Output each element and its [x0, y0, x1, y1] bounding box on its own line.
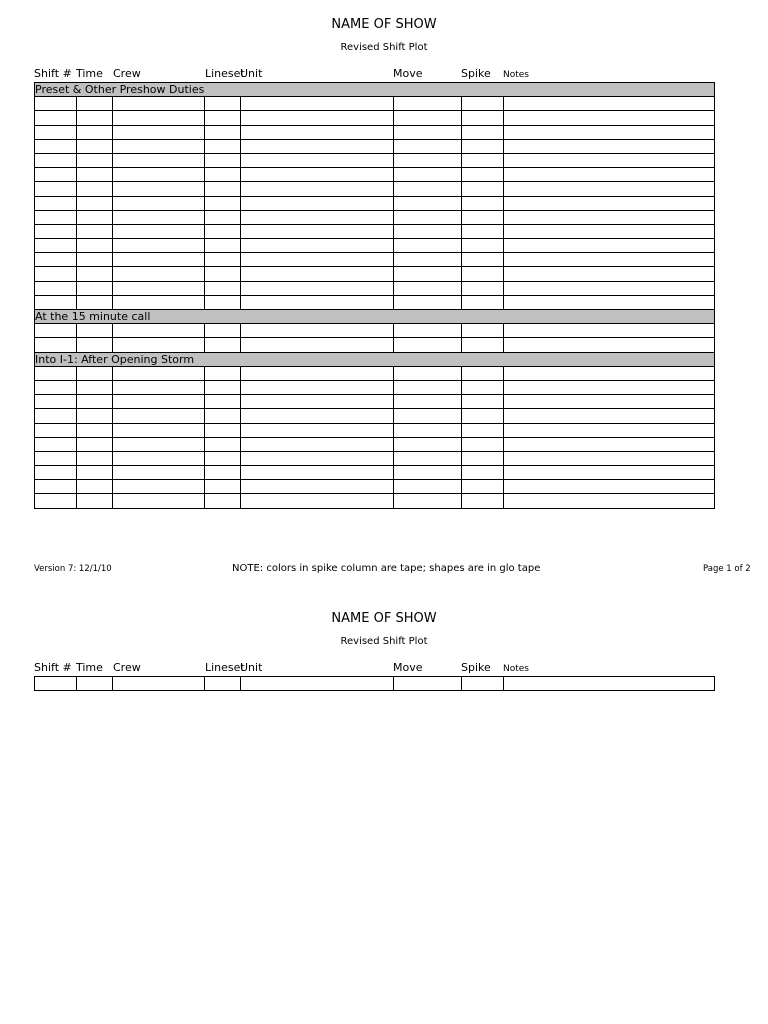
- table-cell[interactable]: [462, 253, 504, 267]
- table-cell[interactable]: [205, 409, 241, 423]
- table-cell[interactable]: [394, 480, 462, 494]
- table-cell[interactable]: [394, 281, 462, 295]
- header-shift: Shift #: [34, 67, 72, 80]
- table-cell[interactable]: [113, 196, 205, 210]
- table-cell[interactable]: [35, 210, 77, 224]
- table-cell[interactable]: [462, 281, 504, 295]
- table-cell[interactable]: [77, 125, 113, 139]
- table-cell[interactable]: [113, 366, 205, 380]
- table-cell[interactable]: [77, 111, 113, 125]
- table-cell[interactable]: [394, 196, 462, 210]
- section-header-row: [35, 310, 715, 324]
- table-cell[interactable]: [504, 210, 715, 224]
- table-cell[interactable]: [113, 409, 205, 423]
- table-cell[interactable]: [35, 295, 77, 309]
- table-cell[interactable]: [241, 182, 394, 196]
- table-cell[interactable]: [462, 239, 504, 253]
- section-header-row: [35, 352, 715, 366]
- table-cell[interactable]: [504, 324, 715, 338]
- header-move: Move: [393, 67, 423, 80]
- table-cell[interactable]: [504, 480, 715, 494]
- table-cell[interactable]: [394, 466, 462, 480]
- table-cell[interactable]: [394, 451, 462, 465]
- table-row: [35, 366, 715, 380]
- table-cell[interactable]: [77, 451, 113, 465]
- table-row: [35, 168, 715, 182]
- table-cell[interactable]: [504, 168, 715, 182]
- table-cell[interactable]: [462, 224, 504, 238]
- table-row: [35, 395, 715, 409]
- table-cell[interactable]: [77, 395, 113, 409]
- table-cell[interactable]: [113, 295, 205, 309]
- table-cell[interactable]: [462, 295, 504, 309]
- table-cell[interactable]: [504, 451, 715, 465]
- table-row: [35, 437, 715, 451]
- table-cell[interactable]: [77, 423, 113, 437]
- table-row: [35, 324, 715, 338]
- table-cell[interactable]: [113, 224, 205, 238]
- table-cell[interactable]: [77, 168, 113, 182]
- table-cell[interactable]: [205, 267, 241, 281]
- header-spike: Spike: [461, 661, 491, 674]
- table-cell[interactable]: [113, 423, 205, 437]
- table-cell[interactable]: [77, 437, 113, 451]
- table-cell[interactable]: [504, 153, 715, 167]
- table-cell[interactable]: [241, 139, 394, 153]
- table-cell[interactable]: [462, 196, 504, 210]
- table-row: [35, 281, 715, 295]
- table-cell[interactable]: [462, 494, 504, 508]
- table-cell[interactable]: [77, 267, 113, 281]
- table-cell[interactable]: [394, 182, 462, 196]
- table-cell[interactable]: [394, 97, 462, 111]
- table-cell[interactable]: [113, 380, 205, 394]
- table-cell[interactable]: [35, 224, 77, 238]
- table-cell[interactable]: [35, 139, 77, 153]
- table-row: [35, 380, 715, 394]
- table-cell[interactable]: [462, 466, 504, 480]
- table-cell[interactable]: [77, 281, 113, 295]
- table-cell[interactable]: [77, 295, 113, 309]
- table-cell[interactable]: [462, 395, 504, 409]
- table-row: [35, 239, 715, 253]
- section-label: At the 15 minute call: [35, 310, 715, 324]
- table-cell[interactable]: [241, 380, 394, 394]
- table-cell[interactable]: [113, 239, 205, 253]
- table-cell[interactable]: [462, 409, 504, 423]
- table-cell[interactable]: [394, 423, 462, 437]
- table-cell[interactable]: [462, 182, 504, 196]
- table-cell[interactable]: [35, 111, 77, 125]
- table-cell[interactable]: [504, 224, 715, 238]
- table-cell[interactable]: [205, 324, 241, 338]
- table-row: [35, 677, 715, 691]
- table-cell[interactable]: [462, 125, 504, 139]
- table-cell[interactable]: [35, 168, 77, 182]
- table-cell[interactable]: [205, 494, 241, 508]
- table-cell[interactable]: [241, 111, 394, 125]
- table-cell[interactable]: [77, 466, 113, 480]
- table-cell[interactable]: [113, 125, 205, 139]
- table-cell[interactable]: [205, 224, 241, 238]
- table-cell[interactable]: [462, 380, 504, 394]
- table-cell[interactable]: [35, 281, 77, 295]
- table-cell[interactable]: [462, 210, 504, 224]
- table-cell[interactable]: [113, 253, 205, 267]
- table-cell[interactable]: [205, 366, 241, 380]
- table-cell[interactable]: [241, 210, 394, 224]
- table-row: [35, 267, 715, 281]
- table-cell[interactable]: [113, 395, 205, 409]
- table-cell[interactable]: [113, 267, 205, 281]
- table-cell[interactable]: [35, 423, 77, 437]
- shift-plot-table: [34, 82, 715, 509]
- table-cell[interactable]: [77, 210, 113, 224]
- table-cell[interactable]: [241, 196, 394, 210]
- table-row: [35, 494, 715, 508]
- table-cell[interactable]: [113, 451, 205, 465]
- table-cell[interactable]: [205, 125, 241, 139]
- table-cell[interactable]: [35, 380, 77, 394]
- table-cell[interactable]: [394, 224, 462, 238]
- table-cell[interactable]: [205, 111, 241, 125]
- table-cell[interactable]: [77, 677, 113, 691]
- table-cell[interactable]: [394, 409, 462, 423]
- table-cell[interactable]: [35, 267, 77, 281]
- table-cell[interactable]: [113, 168, 205, 182]
- header-lineset: Lineset: [205, 661, 245, 674]
- table-cell[interactable]: [504, 295, 715, 309]
- table-cell[interactable]: [394, 239, 462, 253]
- table-row: [35, 253, 715, 267]
- table-cell[interactable]: [35, 153, 77, 167]
- table-cell[interactable]: [205, 239, 241, 253]
- table-row: [35, 97, 715, 111]
- table-row: [35, 182, 715, 196]
- table-row: [35, 125, 715, 139]
- table-cell[interactable]: [113, 437, 205, 451]
- table-cell[interactable]: [205, 295, 241, 309]
- table-row: [35, 139, 715, 153]
- table-cell[interactable]: [205, 168, 241, 182]
- table-cell[interactable]: [504, 111, 715, 125]
- table-cell[interactable]: [241, 239, 394, 253]
- page1-subtitle: Revised Shift Plot: [340, 42, 428, 53]
- table-cell[interactable]: [35, 395, 77, 409]
- footer-note: NOTE: colors in spike column are tape; shapes are in glo tape: [232, 563, 541, 574]
- table-row: [35, 466, 715, 480]
- table-cell[interactable]: [394, 267, 462, 281]
- table-cell[interactable]: [35, 196, 77, 210]
- table-cell[interactable]: [241, 451, 394, 465]
- table-cell[interactable]: [462, 168, 504, 182]
- table-cell[interactable]: [35, 239, 77, 253]
- table-row: [35, 409, 715, 423]
- table-cell[interactable]: [35, 409, 77, 423]
- table-cell[interactable]: [241, 253, 394, 267]
- table-cell[interactable]: [113, 153, 205, 167]
- table-cell[interactable]: [504, 196, 715, 210]
- footer-page-number: Page 1 of 2: [703, 564, 751, 574]
- table-cell[interactable]: [241, 97, 394, 111]
- section-label: Preset & Other Preshow Duties: [35, 83, 715, 97]
- table-cell[interactable]: [241, 437, 394, 451]
- table-row: [35, 451, 715, 465]
- table-cell[interactable]: [394, 324, 462, 338]
- header-time: Time: [76, 67, 103, 80]
- table-cell[interactable]: [205, 466, 241, 480]
- table-cell[interactable]: [462, 451, 504, 465]
- table-cell[interactable]: [113, 182, 205, 196]
- table-cell[interactable]: [113, 480, 205, 494]
- table-cell[interactable]: [394, 210, 462, 224]
- table-cell[interactable]: [77, 380, 113, 394]
- table-cell[interactable]: [241, 153, 394, 167]
- table-cell[interactable]: [113, 466, 205, 480]
- table-cell[interactable]: [113, 677, 205, 691]
- table-cell[interactable]: [241, 395, 394, 409]
- shift-plot-table-page2: [34, 676, 715, 691]
- table-row: [35, 295, 715, 309]
- table-cell[interactable]: [113, 210, 205, 224]
- table-cell[interactable]: [77, 153, 113, 167]
- table-cell[interactable]: [205, 196, 241, 210]
- table-cell[interactable]: [241, 480, 394, 494]
- table-cell[interactable]: [35, 125, 77, 139]
- table-cell[interactable]: [462, 139, 504, 153]
- table-cell[interactable]: [394, 338, 462, 352]
- table-row: [35, 480, 715, 494]
- table-cell[interactable]: [394, 168, 462, 182]
- table-cell[interactable]: [35, 324, 77, 338]
- table-cell[interactable]: [77, 224, 113, 238]
- table-cell[interactable]: [205, 480, 241, 494]
- table-cell[interactable]: [462, 111, 504, 125]
- table-cell[interactable]: [241, 366, 394, 380]
- table-cell[interactable]: [77, 338, 113, 352]
- table-cell[interactable]: [241, 338, 394, 352]
- table-cell[interactable]: [35, 451, 77, 465]
- table-cell[interactable]: [504, 139, 715, 153]
- table-cell[interactable]: [205, 153, 241, 167]
- table-cell[interactable]: [205, 677, 241, 691]
- table-cell[interactable]: [77, 97, 113, 111]
- table-cell[interactable]: [462, 480, 504, 494]
- table-cell[interactable]: [35, 466, 77, 480]
- section-label: Into I-1: After Opening Storm: [35, 352, 715, 366]
- table-cell[interactable]: [77, 366, 113, 380]
- table-cell[interactable]: [35, 253, 77, 267]
- table-cell[interactable]: [504, 182, 715, 196]
- table-cell[interactable]: [205, 210, 241, 224]
- table-cell[interactable]: [241, 281, 394, 295]
- table-cell[interactable]: [462, 437, 504, 451]
- table-cell[interactable]: [504, 366, 715, 380]
- table-cell[interactable]: [241, 125, 394, 139]
- table-row: [35, 338, 715, 352]
- header-crew: Crew: [113, 661, 141, 674]
- table-row: [35, 111, 715, 125]
- table-cell[interactable]: [504, 466, 715, 480]
- table-cell[interactable]: [77, 239, 113, 253]
- header-spike: Spike: [461, 67, 491, 80]
- table-cell[interactable]: [35, 677, 77, 691]
- header-time: Time: [76, 661, 103, 674]
- footer-version: Version 7: 12/1/10: [34, 564, 112, 574]
- table-cell[interactable]: [205, 380, 241, 394]
- table-cell[interactable]: [394, 125, 462, 139]
- table-cell[interactable]: [504, 239, 715, 253]
- table-cell[interactable]: [462, 423, 504, 437]
- table-cell[interactable]: [462, 324, 504, 338]
- page2-subtitle: Revised Shift Plot: [340, 636, 428, 647]
- table-cell[interactable]: [35, 97, 77, 111]
- table-cell[interactable]: [394, 253, 462, 267]
- table-cell[interactable]: [35, 338, 77, 352]
- table-row: [35, 224, 715, 238]
- table-cell[interactable]: [113, 338, 205, 352]
- table-cell[interactable]: [205, 253, 241, 267]
- table-cell[interactable]: [504, 494, 715, 508]
- table-cell[interactable]: [77, 409, 113, 423]
- table-cell[interactable]: [241, 168, 394, 182]
- header-crew: Crew: [113, 67, 141, 80]
- header-move: Move: [393, 661, 423, 674]
- table-cell[interactable]: [113, 97, 205, 111]
- table-cell[interactable]: [35, 494, 77, 508]
- table-cell[interactable]: [462, 153, 504, 167]
- table-cell[interactable]: [113, 281, 205, 295]
- table-cell[interactable]: [205, 437, 241, 451]
- table-row: [35, 196, 715, 210]
- page2-title: NAME OF SHOW: [331, 611, 437, 626]
- table-cell[interactable]: [241, 295, 394, 309]
- table-cell[interactable]: [35, 437, 77, 451]
- table-cell[interactable]: [113, 324, 205, 338]
- table-cell[interactable]: [504, 97, 715, 111]
- table-cell[interactable]: [205, 139, 241, 153]
- table-cell[interactable]: [35, 366, 77, 380]
- table-cell[interactable]: [205, 338, 241, 352]
- table-cell[interactable]: [77, 480, 113, 494]
- table-cell[interactable]: [394, 380, 462, 394]
- table-cell[interactable]: [504, 125, 715, 139]
- table-cell[interactable]: [504, 423, 715, 437]
- table-cell[interactable]: [394, 395, 462, 409]
- table-cell[interactable]: [35, 480, 77, 494]
- table-cell[interactable]: [77, 494, 113, 508]
- table-row: [35, 210, 715, 224]
- page1-title: NAME OF SHOW: [331, 17, 437, 32]
- table-cell[interactable]: [241, 494, 394, 508]
- header-unit: Unit: [240, 67, 263, 80]
- table-cell[interactable]: [394, 366, 462, 380]
- table-cell[interactable]: [504, 395, 715, 409]
- table-cell[interactable]: [394, 111, 462, 125]
- table-cell[interactable]: [241, 466, 394, 480]
- table-cell[interactable]: [205, 395, 241, 409]
- table-cell[interactable]: [77, 196, 113, 210]
- table-cell[interactable]: [462, 267, 504, 281]
- table-cell[interactable]: [394, 139, 462, 153]
- header-notes: Notes: [503, 70, 529, 80]
- table-cell[interactable]: [394, 153, 462, 167]
- section-header-row: [35, 83, 715, 97]
- table-row: [35, 153, 715, 167]
- table-cell[interactable]: [241, 423, 394, 437]
- table-cell[interactable]: [77, 182, 113, 196]
- table-cell[interactable]: [504, 338, 715, 352]
- table-cell[interactable]: [205, 423, 241, 437]
- header-unit: Unit: [240, 661, 263, 674]
- table-cell[interactable]: [504, 409, 715, 423]
- table-cell[interactable]: [462, 677, 504, 691]
- table-cell[interactable]: [35, 182, 77, 196]
- table-cell[interactable]: [504, 281, 715, 295]
- table-cell[interactable]: [113, 111, 205, 125]
- table-cell[interactable]: [504, 267, 715, 281]
- table-cell[interactable]: [504, 437, 715, 451]
- table-cell[interactable]: [77, 139, 113, 153]
- table-cell[interactable]: [205, 97, 241, 111]
- table-cell[interactable]: [462, 338, 504, 352]
- table-cell[interactable]: [113, 494, 205, 508]
- table-cell[interactable]: [205, 182, 241, 196]
- table-cell[interactable]: [394, 494, 462, 508]
- table-row: [35, 423, 715, 437]
- table-cell[interactable]: [504, 677, 715, 691]
- header-shift: Shift #: [34, 661, 72, 674]
- table-cell[interactable]: [504, 253, 715, 267]
- table-cell[interactable]: [205, 451, 241, 465]
- table-cell[interactable]: [394, 437, 462, 451]
- table-cell[interactable]: [241, 224, 394, 238]
- table-cell[interactable]: [241, 409, 394, 423]
- table-cell[interactable]: [241, 324, 394, 338]
- table-cell[interactable]: [504, 380, 715, 394]
- table-cell[interactable]: [113, 139, 205, 153]
- header-notes: Notes: [503, 664, 529, 674]
- table-cell[interactable]: [394, 295, 462, 309]
- table-cell[interactable]: [77, 253, 113, 267]
- table-cell[interactable]: [205, 281, 241, 295]
- table-cell[interactable]: [77, 324, 113, 338]
- table-cell[interactable]: [241, 677, 394, 691]
- table-cell[interactable]: [394, 677, 462, 691]
- table-cell[interactable]: [241, 267, 394, 281]
- header-lineset: Lineset: [205, 67, 245, 80]
- table-cell[interactable]: [462, 97, 504, 111]
- table-cell[interactable]: [462, 366, 504, 380]
